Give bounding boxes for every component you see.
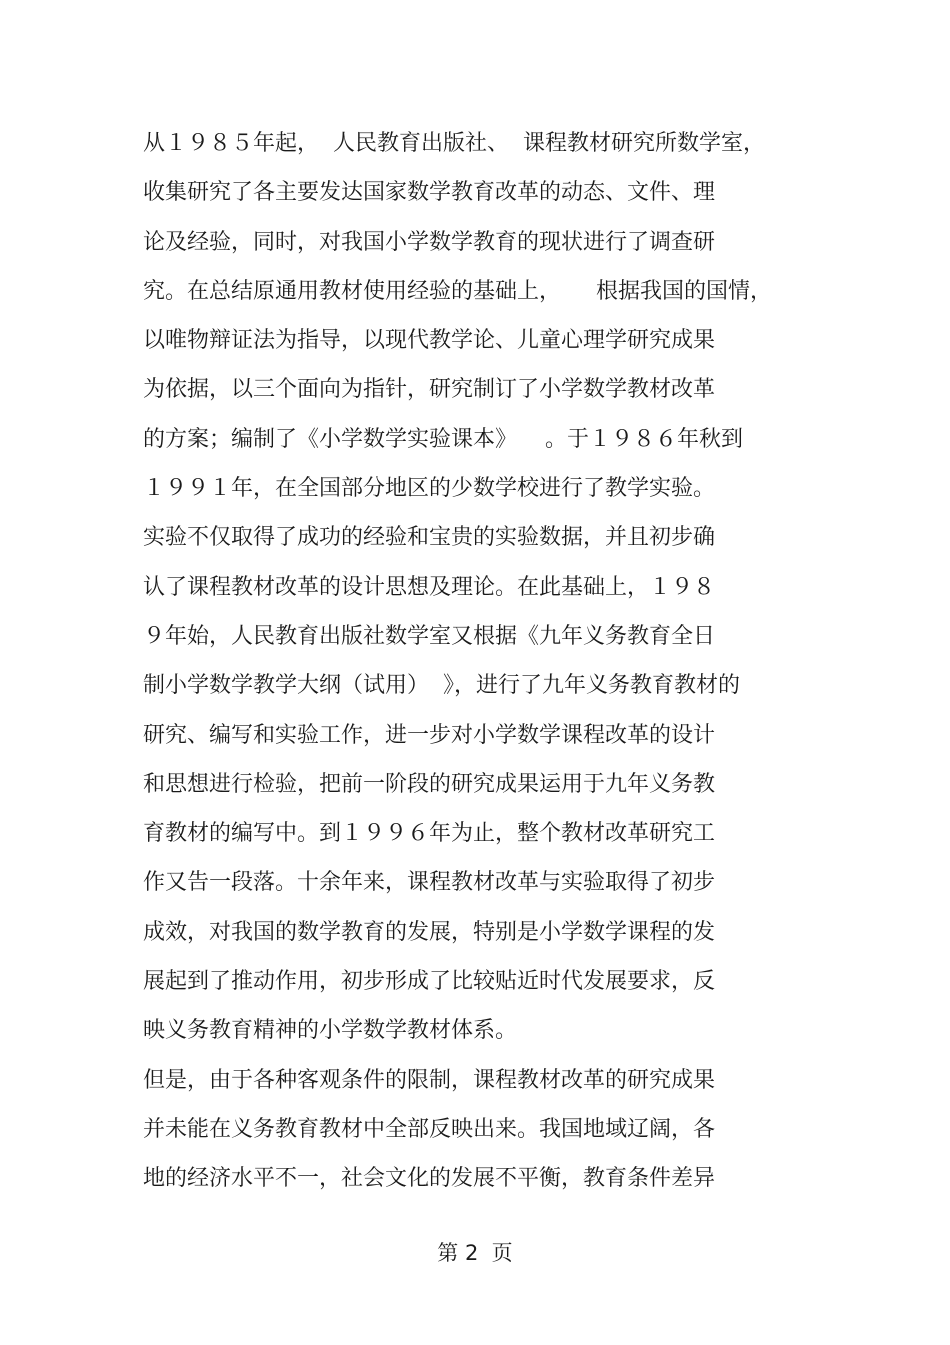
text-line: 育教材的编写中。到１９９６年为止，整个教材改革研究工 [143, 821, 716, 847]
text-line: 和思想进行检验，把前一阶段的研究成果运用于九年义务教 [143, 771, 716, 797]
text-line: ９年始，人民教育出版社数学室又根据《九年义务教育全日 [143, 623, 716, 649]
text-line: 实验不仅取得了成功的经验和宝贵的实验数据，并且初步确 [143, 525, 716, 551]
text-line: 为依据，以三个面向为指针，研究制订了小学数学教材改革 [143, 377, 716, 403]
text-line: 但是，由于各种客观条件的限制，课程教材改革的研究成果 [143, 1067, 716, 1093]
text-line: １９９１年，在全国部分地区的少数学校进行了教学实验。 [143, 476, 716, 502]
text-line: 研究、编写和实验工作，进一步对小学数学课程改革的设计 [143, 722, 716, 748]
text-line: 成效，对我国的数学教育的发展，特别是小学数学课程的发 [143, 919, 716, 945]
text-line: 作又告一段落。十余年来，课程教材改革与实验取得了初步 [143, 870, 716, 896]
text-line: 从１９８５年起， 人民教育出版社、 课程教材研究所数学室， [143, 131, 765, 156]
text-line: 究。在总结原通用教材使用经验的基础上， 根据我国的国情， [143, 278, 772, 304]
text-line: 论及经验，同时，对我国小学数学教育的现状进行了调查研 [143, 229, 716, 255]
page-number: 第 2 页 [437, 1241, 513, 1265]
text-line: 以唯物辩证法为指导，以现代教学论、儿童心理学研究成果 [143, 328, 716, 354]
text-line: 映义务教育精神的小学数学教材体系。 [143, 1018, 518, 1044]
text-line: 收集研究了各主要发达国家数学教育改革的动态、文件、理 [143, 180, 716, 206]
text-line: 地的经济水平不一，社会文化的发展不平衡，教育条件差异 [143, 1166, 716, 1192]
body-text [143, 119, 803, 1204]
text-line: 展起到了推动作用，初步形成了比较贴近时代发展要求，反 [143, 969, 716, 995]
text-line: 的方案；编制了《小学数学实验课本》 。于１９８６年秋到 [143, 426, 743, 452]
text-line: 并未能在义务教育教材中全部反映出来。我国地域辽阔，各 [143, 1116, 716, 1142]
text-line: 制小学数学教学大纲（试用） 》，进行了九年义务教育教材的 [143, 673, 740, 699]
text-line: 认了课程教材改革的设计思想及理论。在此基础上，１９８ [143, 574, 716, 600]
